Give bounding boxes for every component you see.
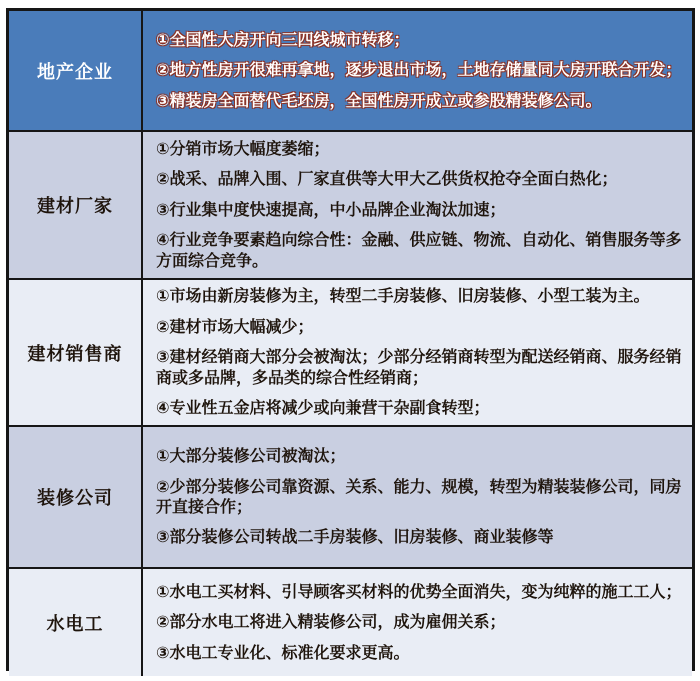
row-content-cell — [143, 11, 692, 130]
row-content-cell — [143, 569, 692, 676]
row-item: ③精装房全面替代毛坯房，全国性房开成立或参股精装修公司。 — [156, 90, 602, 110]
row-content-cell — [143, 280, 692, 425]
row-item: ③建材经销商大部分会被淘汰；少部分经销商转型为配送经销商、服务经销商或多品牌，多品类的综合性经销商； — [156, 347, 682, 387]
row-item: ①全国性大房开向三四线城市转移； — [156, 29, 410, 49]
row-item: ③部分装修公司转战二手房装修、旧房装修、商业装修等 — [156, 527, 554, 547]
row-category-label: 装修公司 — [9, 427, 143, 567]
row-item: ①分销市场大幅度萎缩； — [156, 138, 330, 158]
row-item: ①大部分装修公司被淘汰； — [156, 446, 346, 466]
row-item: ③水电工专业化、标准化要求更高。 — [156, 642, 410, 662]
table-row — [9, 278, 692, 425]
row-item: ②地方性房开很难再拿地，逐步退出市场，土地存储量同大房开联合开发； — [156, 60, 682, 80]
row-item: ②战采、品牌入围、厂家直供等大甲大乙供货权抢夺全面白热化； — [156, 169, 618, 189]
table-row — [9, 130, 692, 278]
row-item: ④行业竞争要素趋向综合性：金融、供应链、物流、自动化、销售服务等多方面综合竞争。 — [156, 230, 682, 270]
row-item: ②少部分装修公司靠资源、关系、能力、规模，转型为精装装修公司，同房开直接合作； — [156, 476, 682, 516]
row-content-cell — [143, 132, 692, 278]
row-category-label: 建材厂家 — [9, 132, 143, 278]
row-category-label: 地产企业 — [9, 11, 143, 130]
row-item: ①市场由新房装修为主，转型二手房装修、旧房装修、小型工装为主。 — [156, 286, 650, 306]
table-row — [9, 425, 692, 567]
table-row — [9, 11, 692, 130]
row-item: ④专业性五金店将减少或向兼营干杂副食转型； — [156, 398, 490, 418]
row-item: ②建材市场大幅减少； — [156, 316, 314, 336]
table-row — [9, 567, 692, 676]
row-category-label: 水电工 — [9, 569, 143, 676]
row-item: ②部分水电工将进入精装修公司，成为雇佣关系； — [156, 612, 506, 632]
row-category-label: 建材销售商 — [9, 280, 143, 425]
industry-transition-table — [6, 8, 695, 671]
row-content-cell — [143, 427, 692, 567]
row-item: ③行业集中度快速提高，中小品牌企业淘汰加速； — [156, 199, 506, 219]
row-item: ①水电工买材料、引导顾客买材料的优势全面消失，变为纯粹的施工工人； — [156, 582, 682, 601]
